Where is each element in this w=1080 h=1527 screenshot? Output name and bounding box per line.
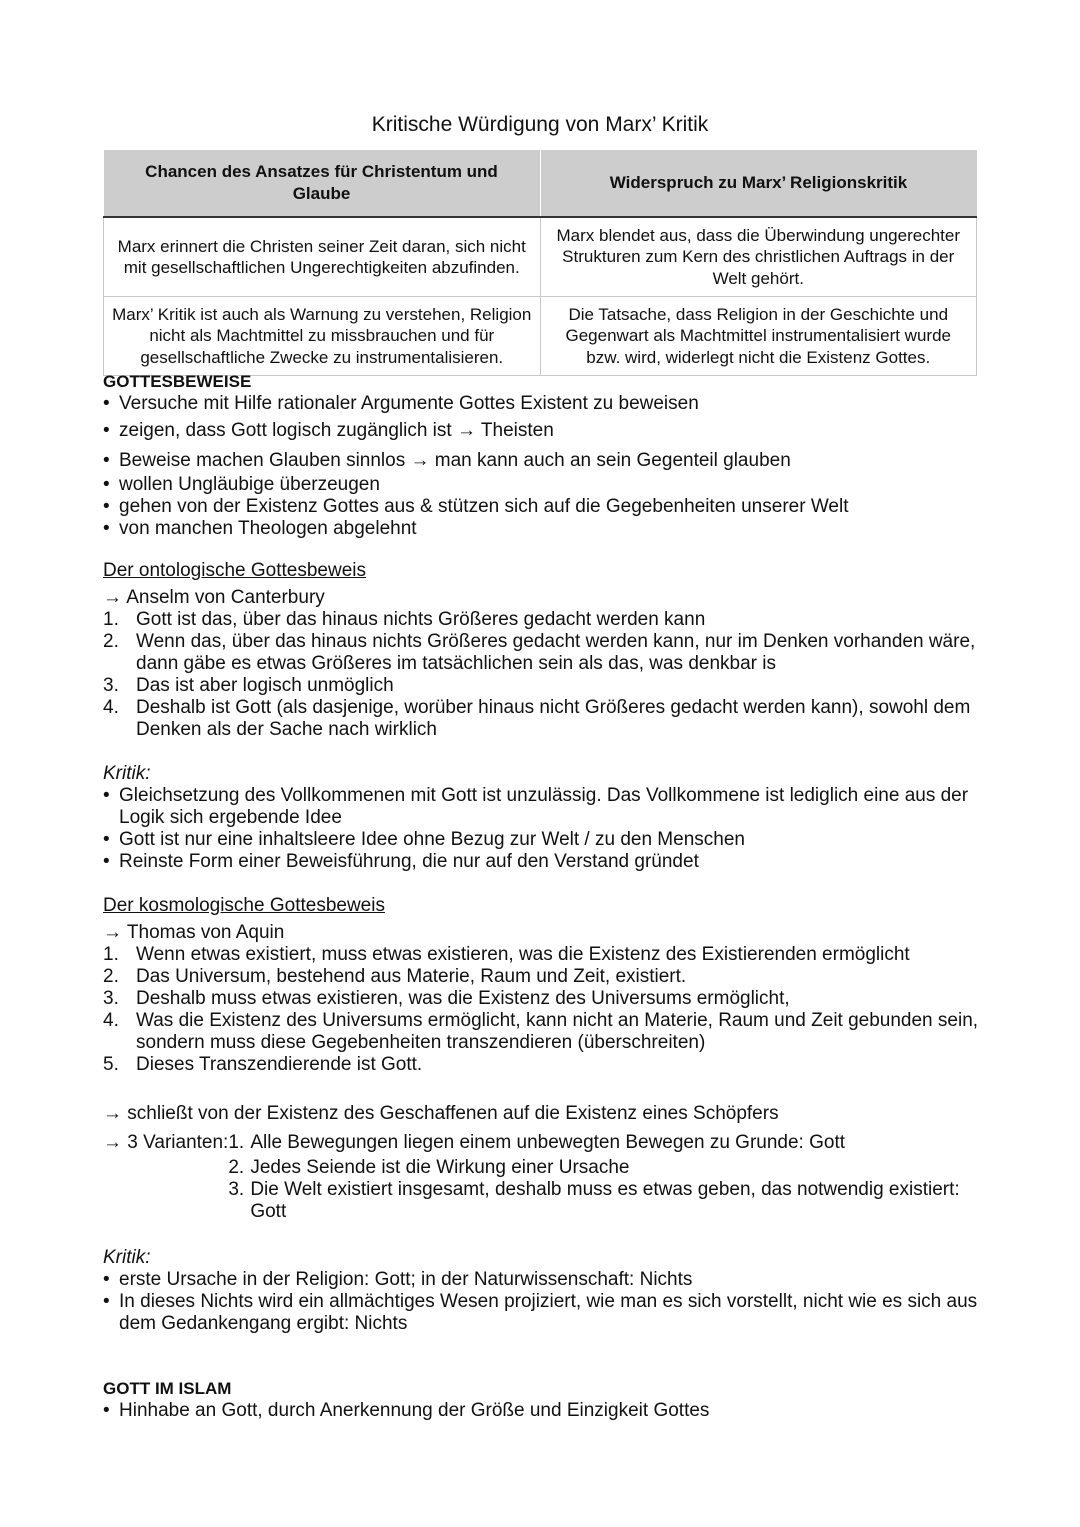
kritik-label: Kritik: — [103, 763, 151, 784]
table-row — [104, 217, 977, 297]
list-item: • gehen von der Existenz Gottes aus & stützen sich auf die Gegebenheiten unserer Welt — [103, 496, 983, 518]
list-item: • Hinhabe an Gott, durch Anerkennung der Größe und Einzigkeit Gottes — [103, 1400, 983, 1422]
list-item: 2. Wenn das, über das hinaus nichts Größeres gedacht werden kann, nur im Denken vorhanden wäre, dann gäbe es etwas Größeres im tatsächlichen sein als das, was denkbar is — [103, 631, 976, 674]
table-cell: Marx blendet aus, dass die Überwindung ungerechter Strukturen zum Kern des christlichen Auftrags in der Welt gehört. — [540, 217, 977, 297]
list-item: 1. Wenn etwas existiert, muss etwas existieren, was die Existenz des Existierenden ermöglicht — [103, 944, 910, 965]
list-item: • In dieses Nichts wird ein allmächtiges Wesen projiziert, wie man es sich vorstellt, nicht wie es sich aus dem Gedankengang ergibt: Nichts — [103, 1291, 983, 1335]
ontologisch-kritik-list — [103, 785, 983, 873]
table-header-row — [104, 150, 977, 217]
column-header-widerspruch: Widerspruch zu Marx’ Religionskritik — [540, 150, 977, 217]
list-item: • Gleichsetzung des Vollkommenen mit Gott ist unzulässig. Das Vollkommene ist lediglich eine aus der Logik sich ergebende Idee — [103, 785, 983, 829]
list-item: 2. Jedes Seiende ist die Wirkung einer Ursache — [228, 1157, 630, 1178]
ontologisch-steps — [103, 609, 983, 741]
page-title: Kritische Würdigung von Marx’ Kritik — [371, 113, 709, 136]
list-item: • erste Ursache in der Religion: Gott; in der Naturwissenschaft: Nichts — [103, 1269, 983, 1291]
list-item: 1. Gott ist das, über das hinaus nichts Größeres gedacht werden kann — [103, 609, 706, 630]
kosmologisch-kritik-list — [103, 1269, 983, 1335]
section-heading-ontologisch: Der ontologische Gottesbeweis — [103, 560, 366, 581]
list-item: 1. Alle Bewegungen liegen einem unbewegten Bewegen zu Grunde: Gott — [228, 1132, 846, 1153]
islam-list — [103, 1400, 983, 1422]
list-item: 4. Deshalb ist Gott (als dasjenige, worüber hinaus nicht Größeres gedacht werden kann), sowohl dem Denken als der Sache nach wirklich — [103, 697, 971, 740]
list-item: 3. Das ist aber logisch unmöglich — [103, 675, 394, 696]
variants-lead: → 3 Varianten: — [103, 1132, 229, 1153]
section-heading-gottesbeweise: GOTTESBEWEISE — [103, 372, 252, 391]
list-item: 3. Deshalb muss etwas existieren, was die Existenz des Universums ermöglicht, — [103, 988, 790, 1009]
kosmologisch-steps — [103, 944, 983, 1076]
author-line: → Anselm von Canterbury — [103, 587, 325, 608]
list-item: 3. Die Welt existiert insgesamt, deshalb muss es etwas geben, das notwendig existiert: Gott — [228, 1179, 960, 1222]
variants-block — [103, 1132, 983, 1223]
list-item: • Reinste Form einer Beweisführung, die nur auf den Verstand gründet — [103, 851, 983, 873]
variants-list — [228, 1132, 983, 1223]
gottesbeweise-list — [103, 393, 983, 540]
list-item: • zeigen, dass Gott logisch zugänglich ist → Theisten — [103, 420, 983, 442]
list-item: • Versuche mit Hilfe rationaler Argumente Gottes Existent zu beweisen — [103, 393, 983, 415]
column-header-chancen: Chancen des Ansatzes für Christentum und Glaube — [104, 150, 541, 217]
kritik-label: Kritik: — [103, 1247, 151, 1268]
section-heading-kosmologisch: Der kosmologische Gottesbeweis — [103, 895, 385, 916]
table-cell: Marx’ Kritik ist auch als Warnung zu verstehen, Religion nicht als Machtmittel zu missbrauchen und für gesellschaftliche Zwecke zu instrumentalisieren. — [104, 297, 541, 376]
notes-content — [103, 371, 983, 1422]
list-item: • wollen Ungläubige überzeugen — [103, 474, 983, 496]
list-item: 4. Was die Existenz des Universums ermöglicht, kann nicht an Materie, Raum und Zeit gebunden sein, sondern muss diese Gegebenheiten transzendieren (überschreiten) — [103, 1010, 979, 1053]
conclusion-line: → schließt von der Existenz des Geschaffenen auf die Existenz eines Schöpfers — [103, 1103, 779, 1124]
table-cell: Die Tatsache, dass Religion in der Geschichte und Gegenwart als Machtmittel instrumentalisiert wurde bzw. wird, widerlegt nicht die Existenz Gottes. — [540, 297, 977, 376]
table-row — [104, 297, 977, 376]
list-item: 2. Das Universum, bestehend aus Materie, Raum und Zeit, existiert. — [103, 966, 687, 987]
critique-table — [103, 150, 977, 376]
list-item: • Beweise machen Glauben sinnlos → man kann auch an sein Gegenteil glauben — [103, 450, 983, 472]
list-item: • Gott ist nur eine inhaltsleere Idee ohne Bezug zur Welt / zu den Menschen — [103, 829, 983, 851]
author-line: → Thomas von Aquin — [103, 922, 285, 943]
table-cell: Marx erinnert die Christen seiner Zeit daran, sich nicht mit gesellschaftlichen Ungerechtigkeiten abzufinden. — [104, 217, 541, 297]
section-heading-islam: GOTT IM ISLAM — [103, 1379, 232, 1398]
list-item: 5. Dieses Transzendierende ist Gott. — [103, 1054, 423, 1075]
list-item: • von manchen Theologen abgelehnt — [103, 518, 983, 540]
